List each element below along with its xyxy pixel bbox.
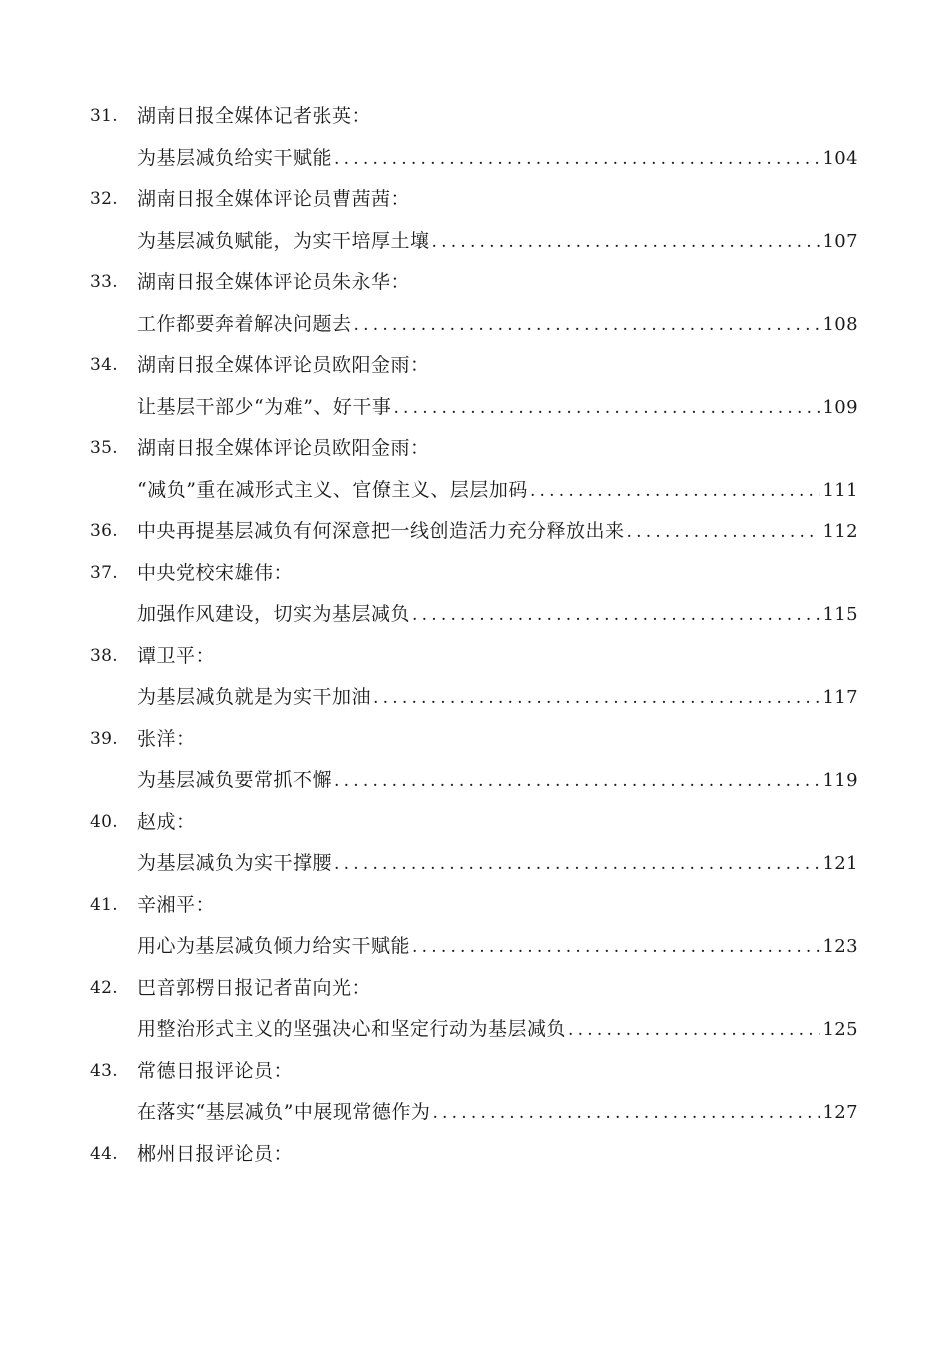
dot-leader <box>432 1093 820 1135</box>
entry-author: 辛湘平： <box>137 893 216 916</box>
table-of-contents <box>0 96 950 1175</box>
dot-leader <box>412 595 820 637</box>
dot-leader <box>432 222 821 264</box>
page-number: 119 <box>822 770 858 791</box>
toc-entry-title-line[interactable] <box>0 304 950 346</box>
page-number: 111 <box>822 479 858 501</box>
entry-title[interactable]: 用整治形式主义的坚强决心和坚定行动为基层减负 <box>137 1018 567 1040</box>
entry-author: 湖南日报全媒体评论员曹茜茜： <box>137 188 411 210</box>
toc-entry-title-line[interactable] <box>0 470 950 512</box>
toc-entry-title-line[interactable] <box>0 1009 950 1051</box>
toc-entry-title-line[interactable] <box>0 1092 950 1134</box>
dot-leader <box>334 139 820 181</box>
toc-entry-author-line <box>0 96 950 138</box>
toc-entry-author-line <box>0 1134 950 1176</box>
entry-author: 常德日报评论员： <box>137 1059 294 1082</box>
entry-title[interactable]: 加强作风建设，切实为基层减负 <box>137 603 411 625</box>
page-number: 108 <box>822 313 858 335</box>
entry-author: 巴音郭楞日报记者苗向光： <box>137 976 372 999</box>
toc-entry-author-line <box>0 1051 950 1093</box>
page-number: 115 <box>822 604 858 625</box>
toc-entry-title-line[interactable] <box>0 138 950 180</box>
entry-number: 41. <box>90 894 118 915</box>
toc-entry-inline-line[interactable] <box>0 511 950 553</box>
page-number: 127 <box>822 1102 858 1123</box>
page-number: 104 <box>822 147 858 169</box>
toc-entry-title-line[interactable] <box>0 594 950 636</box>
entry-number: 38. <box>90 645 118 666</box>
dot-leader <box>334 761 820 803</box>
toc-entry-author-line <box>0 885 950 927</box>
entry-title[interactable]: 中央再提基层减负有何深意把一线创造活力充分释放出来 <box>137 520 625 542</box>
toc-entry-author-line <box>0 968 950 1010</box>
entry-title[interactable]: 为基层减负就是为实干加油 <box>137 686 372 708</box>
entry-number: 43. <box>90 1060 118 1081</box>
entry-author: 赵成： <box>137 810 196 833</box>
toc-entry-title-line[interactable] <box>0 843 950 885</box>
page-number: 109 <box>822 396 858 418</box>
toc-entry-author-line <box>0 345 950 387</box>
toc-entry-author-line <box>0 428 950 470</box>
entry-title[interactable]: 让基层干部少“为难”、好干事 <box>137 395 392 418</box>
toc-entry-author-line <box>0 719 950 761</box>
entry-number: 32. <box>90 189 118 209</box>
entry-title[interactable]: 为基层减负为实干撑腰 <box>137 852 333 874</box>
page-number: 117 <box>822 687 858 708</box>
dot-leader <box>373 678 820 720</box>
entry-number: 40. <box>90 811 118 832</box>
entry-number: 36. <box>90 521 118 541</box>
dot-leader <box>412 927 820 969</box>
entry-author: 张洋： <box>137 727 196 750</box>
toc-entry-title-line[interactable] <box>0 677 950 719</box>
toc-entry-author-line <box>0 179 950 221</box>
entry-author: 湖南日报全媒体记者张英： <box>137 105 372 127</box>
entry-title[interactable]: 工作都要奔着解决问题去 <box>137 312 352 335</box>
entry-title[interactable]: 为基层减负赋能，为实干培厚土壤 <box>137 229 430 252</box>
entry-number: 31. <box>90 106 118 126</box>
toc-entry-title-line[interactable] <box>0 387 950 429</box>
page-number: 112 <box>822 521 858 542</box>
toc-entry-title-line[interactable] <box>0 760 950 802</box>
toc-entry-author-line <box>0 262 950 304</box>
page-number: 107 <box>822 230 858 252</box>
entry-author: 谭卫平： <box>137 644 216 667</box>
entry-number: 34. <box>90 355 118 375</box>
dot-leader <box>334 844 820 886</box>
toc-entry-title-line[interactable] <box>0 221 950 263</box>
entry-title[interactable]: 用心为基层减负倾力给实干赋能 <box>137 935 411 957</box>
entry-author: 郴州日报评论员： <box>137 1142 294 1165</box>
entry-title[interactable]: 在落实“基层减负”中展现常德作为 <box>137 1101 431 1123</box>
page-number: 123 <box>822 936 858 957</box>
toc-entry-author-line <box>0 553 950 595</box>
toc-entry-author-line <box>0 802 950 844</box>
entry-title[interactable]: 为基层减负要常抓不懈 <box>137 769 333 791</box>
entry-author: 湖南日报全媒体评论员朱永华： <box>137 271 411 293</box>
entry-number: 44. <box>90 1143 118 1164</box>
toc-entry-author-line <box>0 636 950 678</box>
page-number: 121 <box>822 853 858 874</box>
entry-number: 37. <box>90 562 118 583</box>
entry-number: 33. <box>90 272 118 292</box>
dot-leader <box>568 1010 820 1052</box>
entry-number: 35. <box>90 438 118 458</box>
dot-leader <box>393 388 820 430</box>
entry-number: 39. <box>90 728 118 749</box>
entry-title[interactable]: “减负”重在减形式主义、官僚主义、层层加码 <box>137 478 528 501</box>
entry-author: 中央党校宋雄伟： <box>137 561 294 584</box>
toc-entry-title-line[interactable] <box>0 926 950 968</box>
page-number: 125 <box>822 1019 858 1040</box>
dot-leader <box>530 471 821 513</box>
entry-title[interactable]: 为基层减负给实干赋能 <box>137 146 333 169</box>
entry-author: 湖南日报全媒体评论员欧阳金雨： <box>137 354 430 376</box>
dot-leader <box>354 305 821 347</box>
entry-number: 42. <box>90 977 118 998</box>
entry-author: 湖南日报全媒体评论员欧阳金雨： <box>137 437 430 459</box>
dot-leader <box>627 512 821 554</box>
